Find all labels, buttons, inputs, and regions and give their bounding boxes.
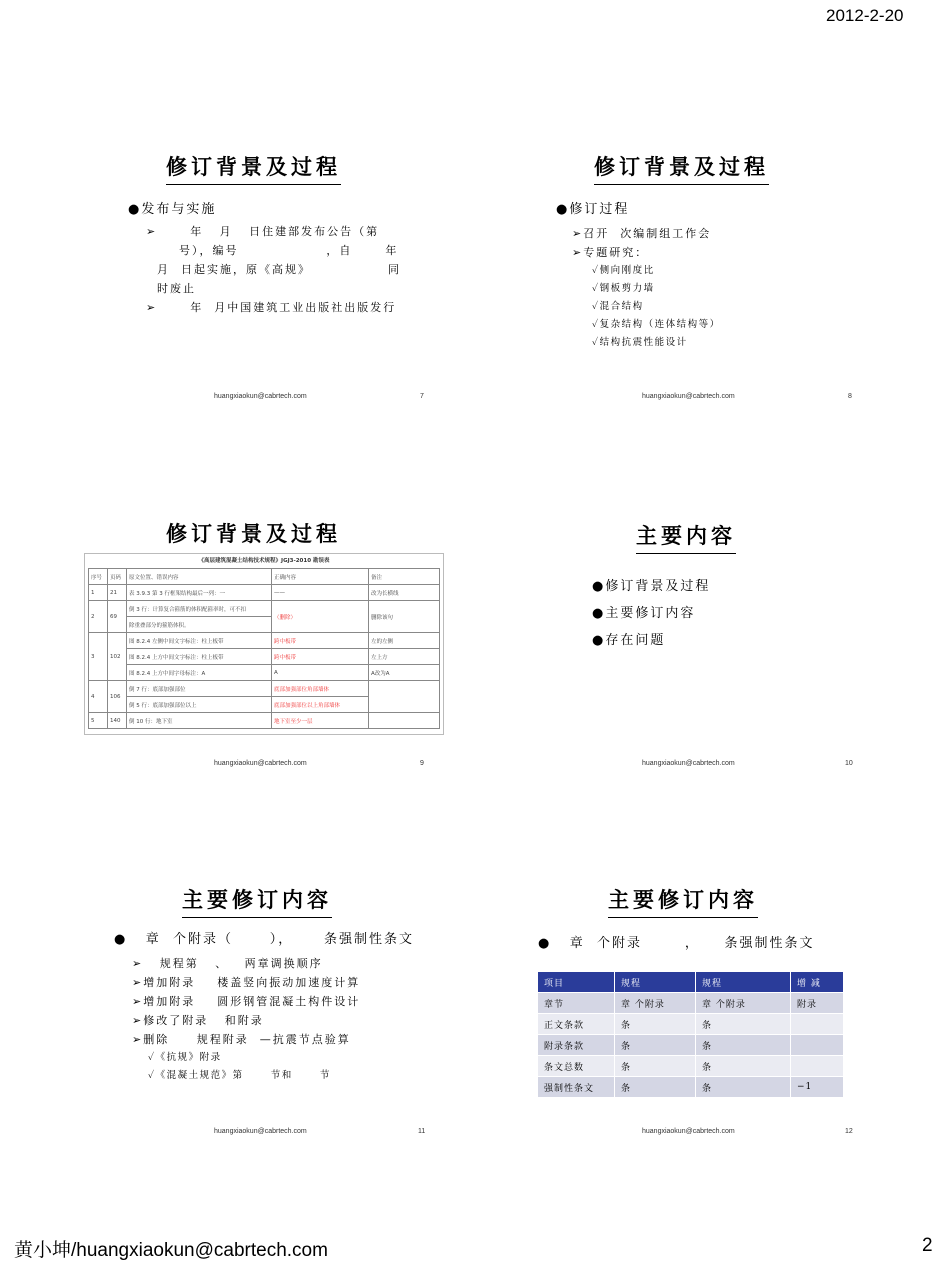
table-header: 页码 [108, 569, 127, 585]
table-cell: 条 [615, 1014, 696, 1035]
sub-line: ➢召开 次编制组工作会 [572, 227, 712, 240]
slide-body [538, 932, 814, 956]
table-row [89, 601, 440, 617]
check-line: ✓《抗规》附录 [148, 1052, 222, 1063]
table-cell: 强制性条文 [538, 1077, 615, 1098]
table-header: 原文位置、错误内容 [127, 569, 272, 585]
table-cell: 条 [615, 1035, 696, 1056]
table-header: 正确内容 [272, 569, 369, 585]
sub-line: ➢ 年 月中国建筑工业出版社出版发行 [146, 301, 397, 314]
table-cell: 倒 10 行：地下室 [127, 713, 272, 729]
table-cell: 条 [615, 1077, 696, 1098]
bullet-line: ● 章 个附录 ， 条强制性条文 [538, 936, 815, 951]
sub-line: ➢ 年 月 日住建部发布公告（第 [146, 225, 380, 238]
sub-line: 号），编号 ，自 年 [146, 244, 399, 257]
table-cell: 章 个附录 [615, 993, 696, 1014]
table-cell: 图 8.2.4 左侧中间文字标注：柱上板带 [127, 633, 272, 649]
slide-body [114, 928, 414, 1085]
table-header-row [538, 972, 844, 993]
table-cell: 章 个附录 [696, 993, 791, 1014]
table-cell: 跨中板带 [272, 649, 369, 665]
table-cell: 底部加强部位角部墙体 [272, 681, 369, 697]
table-cell: A [272, 665, 369, 681]
table-cell: 左的左侧 [369, 633, 440, 649]
table-header: 规程 [615, 972, 696, 993]
check-line: ✓复杂结构（连体结构等） [592, 319, 721, 330]
bullet-line: ●修订背景及过程 [592, 579, 711, 594]
table-cell: 图 8.2.4 上方中间字母标注：A [127, 665, 272, 681]
sub-line: ➢ 规程第 、 两章调换顺序 [132, 957, 323, 970]
table-cell: 条 [696, 1014, 791, 1035]
sub-line: 月 日起实施，原《高规》 同 [146, 263, 401, 276]
table-row [538, 1014, 844, 1035]
table-cell [791, 1056, 844, 1077]
table-row [538, 993, 844, 1014]
slide-page-number: 10 [845, 760, 853, 767]
table-row [89, 665, 440, 681]
slide-page-number: 9 [420, 760, 424, 767]
table-header: 项目 [538, 972, 615, 993]
errata-table [88, 568, 440, 729]
slide-page-number: 12 [845, 1128, 853, 1135]
table-cell: 106 [108, 681, 127, 713]
table-cell: 正文条款 [538, 1014, 615, 1035]
table-row [89, 633, 440, 649]
table-cell: 倒 7 行：底部加强部位 [127, 681, 272, 697]
table-row [89, 585, 440, 601]
table-cell: 140 [108, 713, 127, 729]
table-cell: 条 [696, 1056, 791, 1077]
table-cell: 地下室至少一层 [272, 713, 369, 729]
slide-email: huangxiaokun@cabrtech.com [214, 760, 307, 767]
table-cell: A改为A [369, 665, 440, 681]
slide-title: 修订背景及过程 [594, 151, 769, 185]
table-row [538, 1035, 844, 1056]
slide-title: 主要内容 [636, 520, 736, 554]
table-cell [791, 1035, 844, 1056]
check-line: ✓结构抗震性能设计 [592, 337, 688, 348]
table-row [89, 649, 440, 665]
bullet-line: ● 章 个附录（ ）， 条强制性条文 [114, 932, 414, 947]
errata-image [84, 553, 444, 735]
table-cell: 4 [89, 681, 108, 713]
table-cell [791, 1014, 844, 1035]
comparison-table [537, 971, 844, 1098]
table-cell: 章节 [538, 993, 615, 1014]
table-cell: 3 [89, 633, 108, 681]
table-cell: 附录条款 [538, 1035, 615, 1056]
table-cell: 倒 5 行：底部加强部位以上 [127, 697, 272, 713]
table-cell: 改为长横线 [369, 585, 440, 601]
errata-title: 《高层建筑混凝土结构技术规程》JGJ3-2010 勘误表 [198, 558, 330, 564]
check-line: ✓混合结构 [592, 301, 644, 312]
slide-email: huangxiaokun@cabrtech.com [642, 1128, 735, 1135]
slide-email: huangxiaokun@cabrtech.com [642, 393, 735, 400]
slide-body [128, 198, 401, 317]
table-cell: 表 3.9.3 第 3 行框架结构最后一列：一 [127, 585, 272, 601]
page-number: 2 [922, 1235, 933, 1256]
table-cell: 除重叠部分的箍筋体积。 [127, 617, 272, 633]
table-header: 增 减 [791, 972, 844, 993]
check-line: ✓《混凝土规范》第 节和 节 [148, 1070, 331, 1081]
slide-email: huangxiaokun@cabrtech.com [214, 1128, 307, 1135]
slide-body [556, 198, 721, 352]
sub-line: ➢增加附录 楼盖竖向振动加速度计算 [132, 976, 361, 989]
table-cell: 1 [89, 585, 108, 601]
sub-line: ➢删除 规程附录 —抗震节点验算 [132, 1033, 351, 1046]
table-header-row [89, 569, 440, 585]
table-cell: 删除该句 [369, 601, 440, 633]
table-header: 规程 [696, 972, 791, 993]
table-header: 备注 [369, 569, 440, 585]
slide-body [592, 573, 710, 654]
table-cell: −1 [791, 1077, 844, 1098]
table-cell: 图 8.2.4 上方中间文字标注：柱上板带 [127, 649, 272, 665]
slide-page-number: 7 [420, 393, 424, 400]
slide-title: 主要修订内容 [182, 884, 332, 918]
slide-page-number: 11 [418, 1128, 426, 1135]
table-cell [369, 681, 440, 713]
table-cell: 条 [696, 1035, 791, 1056]
table-cell: 21 [108, 585, 127, 601]
slide-email: huangxiaokun@cabrtech.com [214, 393, 307, 400]
table-row [89, 713, 440, 729]
slide-title: 修订背景及过程 [166, 151, 341, 185]
table-cell: 条 [696, 1077, 791, 1098]
check-line: ✓钢板剪力墙 [592, 283, 655, 294]
table-cell: 跨中板带 [272, 633, 369, 649]
print-date: 2012-2-20 [826, 6, 904, 25]
table-cell: 5 [89, 713, 108, 729]
sub-line: ➢增加附录 圆形钢管混凝土构件设计 [132, 995, 361, 1008]
bullet-line: ●存在问题 [592, 633, 666, 648]
table-cell: 条文总数 [538, 1056, 615, 1077]
table-row [538, 1077, 844, 1098]
table-header: 序号 [89, 569, 108, 585]
sub-line: ➢专题研究： [572, 246, 649, 259]
table-cell: 倒 3 行：计算复合箍筋的体积配箍率时，可不扣 [127, 601, 272, 617]
page-footer-author: 黄小坤/huangxiaokun@cabrtech.com [14, 1240, 328, 1261]
slide-title: 主要修订内容 [608, 884, 758, 918]
table-cell: —— [272, 585, 369, 601]
table-row [89, 681, 440, 697]
sub-line: ➢修改了附录 和附录 [132, 1014, 264, 1027]
sub-line: 时废止 [146, 282, 196, 295]
slide-title: 修订背景及过程 [166, 521, 341, 546]
table-cell: 条 [615, 1056, 696, 1077]
table-row [538, 1056, 844, 1077]
slide-page-number: 8 [848, 393, 852, 400]
table-cell: 2 [89, 601, 108, 633]
bullet-line: ●主要修订内容 [592, 606, 696, 621]
slide-email: huangxiaokun@cabrtech.com [642, 760, 735, 767]
bullet-line: ●修订过程 [556, 202, 630, 217]
bullet-line: ●发布与实施 [128, 202, 217, 217]
table-cell: 附录 [791, 993, 844, 1014]
table-cell: （删除） [272, 601, 369, 633]
check-line: ✓侧向刚度比 [592, 265, 655, 276]
table-cell: 69 [108, 601, 127, 633]
table-cell: 底部加强部位以上角部墙体 [272, 697, 369, 713]
table-cell: 102 [108, 633, 127, 681]
table-cell [369, 713, 440, 729]
table-cell: 左上方 [369, 649, 440, 665]
